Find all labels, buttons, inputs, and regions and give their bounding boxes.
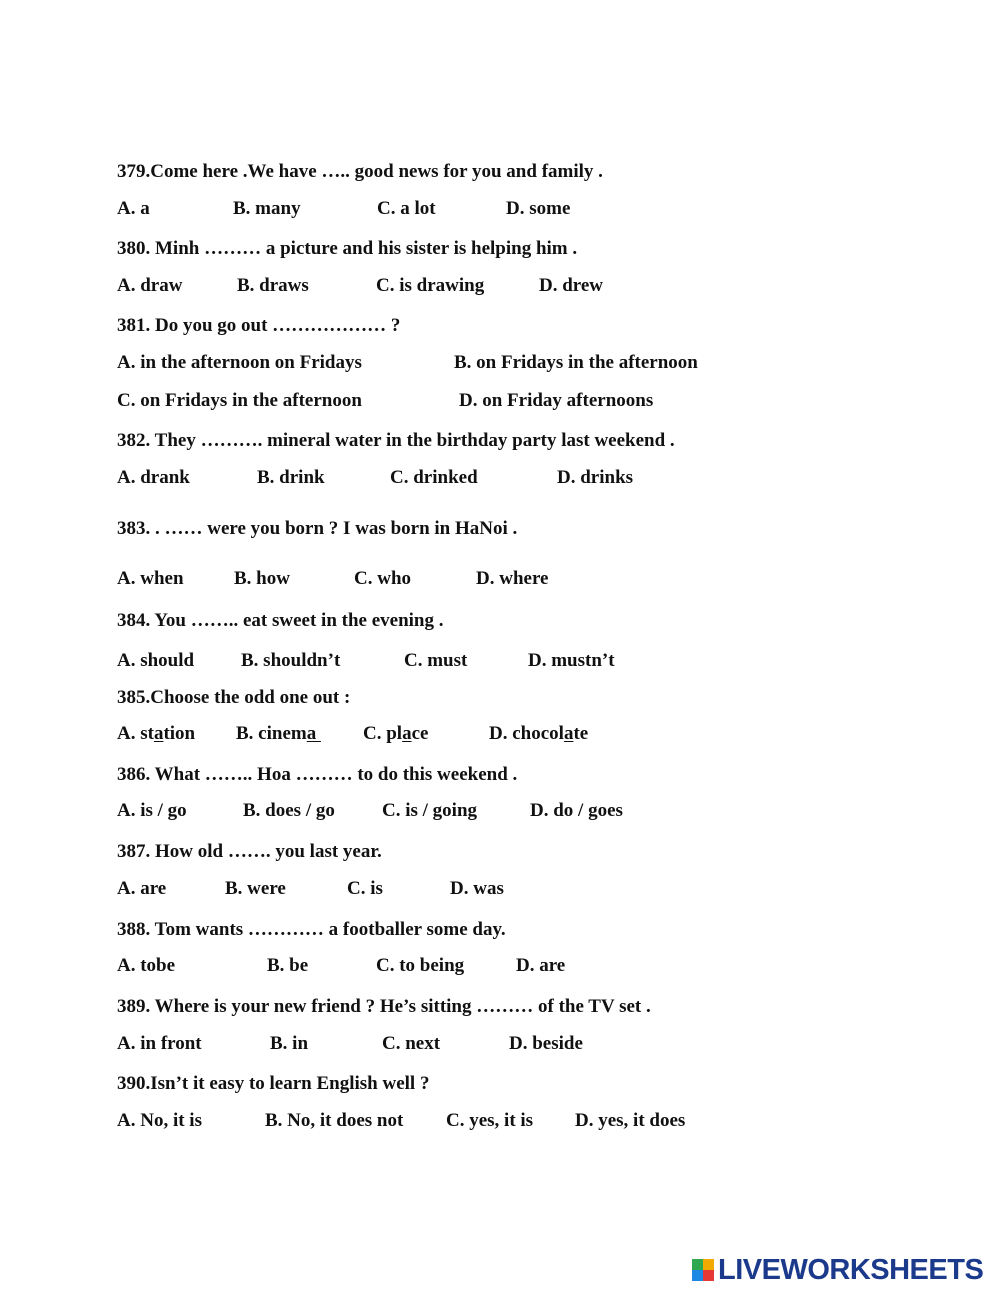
option-a[interactable]: A. should [117,650,195,671]
option-a[interactable]: A. tobe [117,955,176,976]
question-stem: 385.Choose the odd one out : [117,687,351,708]
option-b[interactable]: B. shouldn’t [241,650,341,671]
liveworksheets-logo[interactable] [692,1255,983,1285]
option-c[interactable]: C. who [354,568,412,589]
option-c[interactable]: C. next [382,1033,441,1054]
question-stem: 386. What …….. Hoa ……… to do this weekend . [117,764,518,785]
option-c[interactable]: C. yes, it is [446,1110,534,1131]
option-c[interactable]: C. must [404,650,468,671]
option-c[interactable]: C. drinked [390,467,478,488]
option-d[interactable]: D. do / goes [530,800,623,821]
option-a[interactable]: A. station [117,723,196,744]
option-a[interactable]: A. draw [117,275,183,296]
question-stem: 389. Where is your new friend ? He’s sitting ……… of the TV set . [117,996,651,1017]
option-d[interactable]: D. on Friday afternoons [459,390,654,411]
option-b[interactable]: B. be [267,955,309,976]
option-d[interactable]: D. beside [509,1033,583,1054]
option-b[interactable]: B. No, it does not [265,1110,404,1131]
logo-text: LIVEWORKSHEETS [718,1253,984,1286]
option-c[interactable]: C. is / going [382,800,478,821]
option-a[interactable]: A. a [117,198,150,219]
option-c[interactable]: C. a lot [377,198,436,219]
option-b[interactable]: B. draws [237,275,309,296]
option-d[interactable]: D. was [450,878,504,899]
option-a[interactable]: A. drank [117,467,190,488]
option-b[interactable]: B. drink [257,467,325,488]
option-c[interactable]: C. is [347,878,383,899]
option-d[interactable]: D. are [516,955,566,976]
question-stem: 384. You …….. eat sweet in the evening . [117,610,444,631]
option-d[interactable]: D. chocolate [489,723,589,744]
question-stem: 383. . …… were you born ? I was born in HaNoi . [117,518,518,539]
option-d[interactable]: D. drinks [557,467,634,488]
option-b[interactable]: B. on Fridays in the afternoon [454,352,698,373]
option-d[interactable]: D. where [476,568,549,589]
option-d[interactable]: D. yes, it does [575,1110,686,1131]
option-a[interactable]: A. are [117,878,167,899]
option-a[interactable]: A. is / go [117,800,187,821]
question-stem: 380. Minh ……… a picture and his sister is helping him . [117,238,578,259]
option-c[interactable]: C. is drawing [376,275,485,296]
question-stem: 379.Come here .We have ….. good news for you and family . [117,161,603,182]
question-stem: 382. They ………. mineral water in the birthday party last weekend . [117,430,675,451]
option-a[interactable]: A. in front [117,1033,202,1054]
liveworksheets-logo-icon [692,1259,714,1281]
option-a[interactable]: A. No, it is [117,1110,202,1131]
option-b[interactable]: B. many [233,198,301,219]
option-b[interactable]: B. how [234,568,290,589]
option-b[interactable]: B. cinema [236,723,321,744]
option-b[interactable]: B. does / go [243,800,335,821]
option-d[interactable]: D. mustn’t [528,650,615,671]
question-stem: 381. Do you go out ……………… ? [117,315,401,336]
option-d[interactable]: D. some [506,198,571,219]
option-c[interactable]: C. place [363,723,429,744]
option-b[interactable]: B. in [270,1033,309,1054]
option-d[interactable]: D. drew [539,275,604,296]
option-c[interactable]: C. on Fridays in the afternoon [117,390,362,411]
option-a[interactable]: A. when [117,568,184,589]
question-stem: 388. Tom wants ………… a footballer some day. [117,919,506,940]
option-a[interactable]: A. in the afternoon on Fridays [117,352,362,373]
option-c[interactable]: C. to being [376,955,465,976]
question-stem: 387. How old ……. you last year. [117,841,382,862]
question-stem: 390.Isn’t it easy to learn English well ? [117,1073,430,1094]
option-b[interactable]: B. were [225,878,286,899]
